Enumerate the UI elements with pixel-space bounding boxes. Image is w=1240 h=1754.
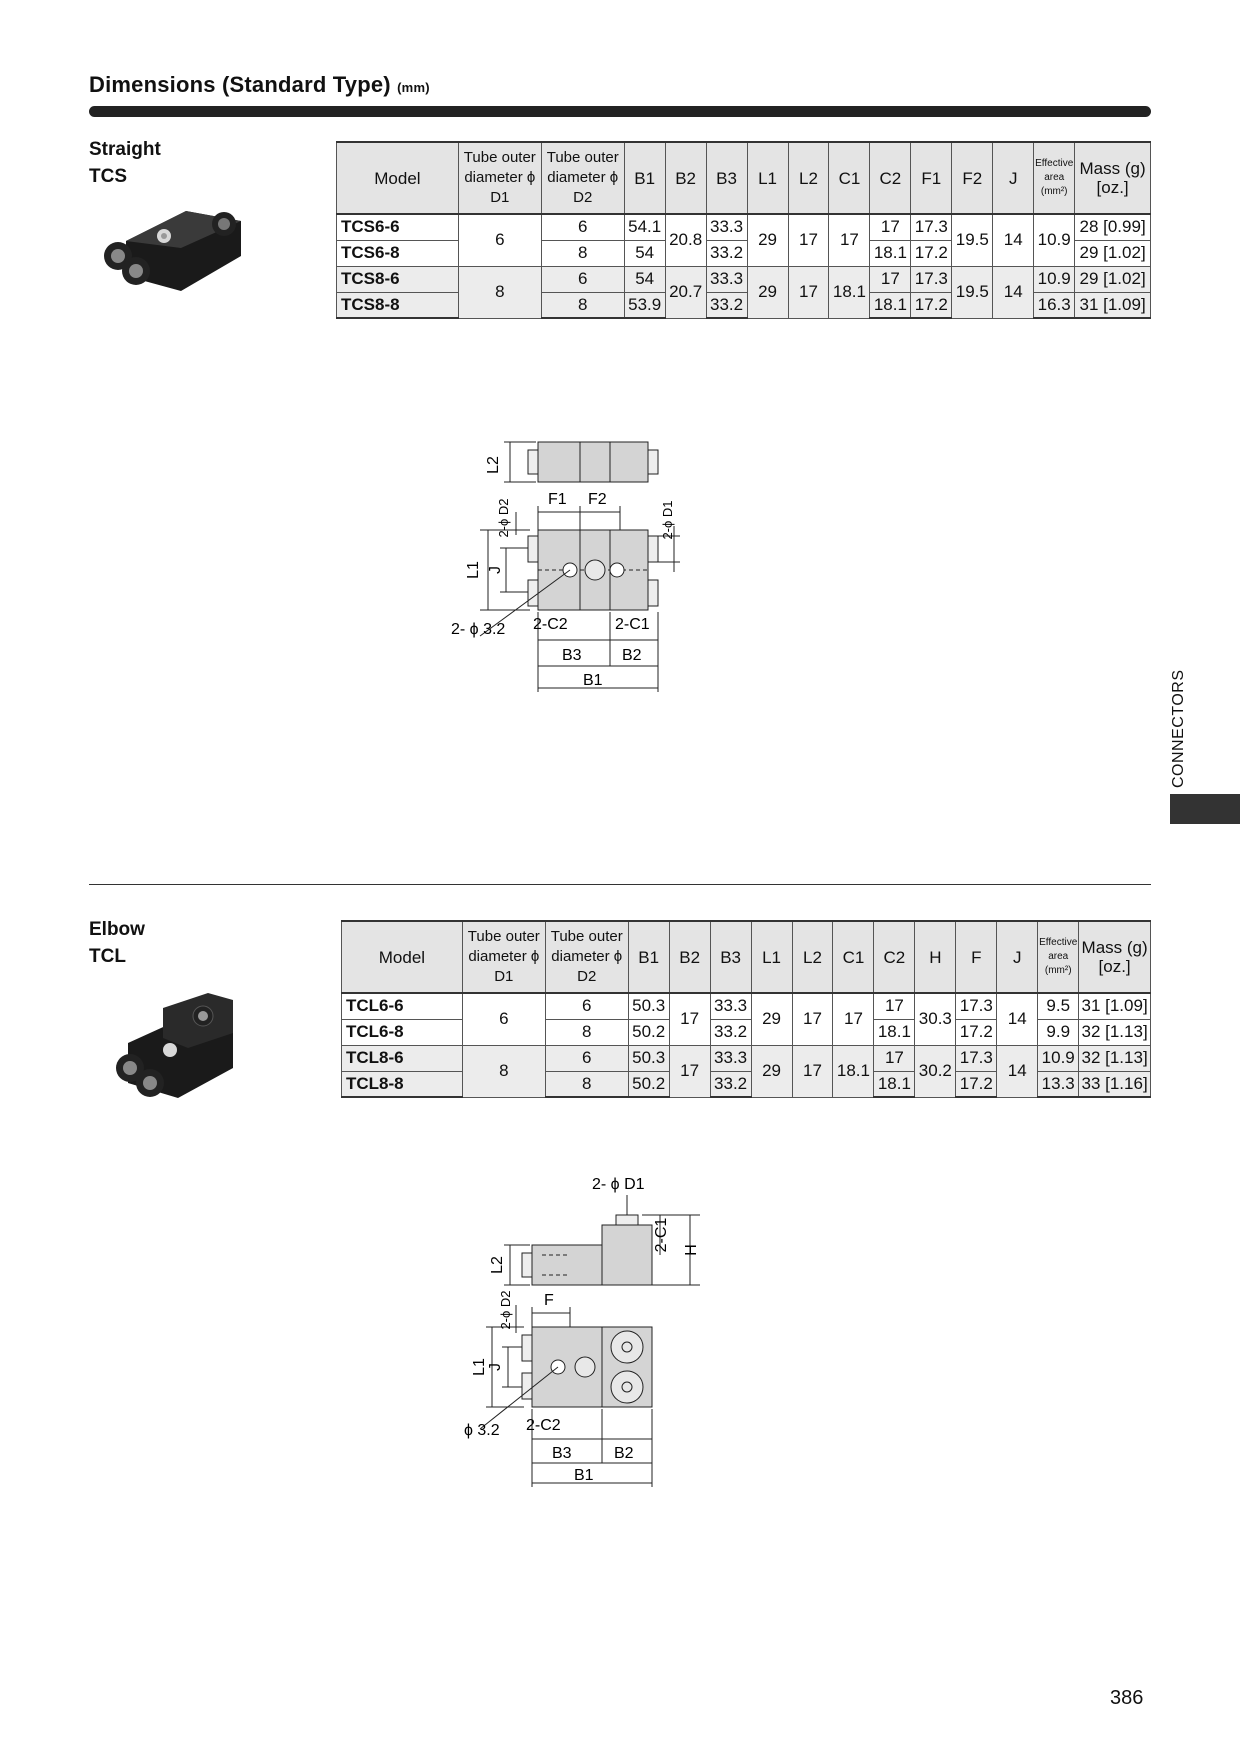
cell-l2: 17 bbox=[788, 214, 829, 266]
cell-model: TCL8-8 bbox=[342, 1071, 463, 1097]
cell-b1: 50.3 bbox=[628, 993, 669, 1019]
elbow-series: TCL bbox=[89, 946, 126, 967]
tcs-product-photo bbox=[96, 196, 256, 306]
label-b3: B3 bbox=[552, 1445, 572, 1462]
cell-f1: 17.3 bbox=[911, 266, 952, 292]
section-divider bbox=[89, 884, 1151, 885]
cell-d2: 8 bbox=[541, 292, 624, 318]
col-model: Model bbox=[342, 921, 463, 993]
cell-model: TCS6-8 bbox=[337, 240, 459, 266]
col-d2: Tube outer diameter ϕ D2 bbox=[545, 921, 628, 993]
col-l2: L2 bbox=[792, 921, 833, 993]
cell-b2: 20.8 bbox=[665, 214, 706, 266]
table-row bbox=[342, 1045, 1151, 1071]
cell-b1: 54 bbox=[624, 240, 665, 266]
tcl-product-photo bbox=[108, 988, 248, 1113]
straight-name: Straight bbox=[89, 139, 161, 160]
col-l2: L2 bbox=[788, 142, 829, 214]
cell-model: TCL6-8 bbox=[342, 1019, 463, 1045]
cell-l2: 17 bbox=[788, 266, 829, 318]
col-j: J bbox=[997, 921, 1038, 993]
cell-d2: 8 bbox=[541, 240, 624, 266]
cell-area: 10.9 bbox=[1034, 214, 1075, 266]
col-f2: F2 bbox=[952, 142, 993, 214]
side-tab-block bbox=[1170, 794, 1240, 824]
cell-d2: 6 bbox=[545, 993, 628, 1019]
label-b1: B1 bbox=[574, 1467, 594, 1484]
cell-model: TCS6-6 bbox=[337, 214, 459, 240]
elbow-section-label bbox=[89, 916, 145, 970]
label-l2: L2 bbox=[485, 456, 502, 474]
col-mass: Mass (g) [oz.] bbox=[1079, 921, 1151, 993]
cell-mass: 33 [1.16] bbox=[1079, 1071, 1151, 1097]
cell-mass: 32 [1.13] bbox=[1079, 1045, 1151, 1071]
col-j: J bbox=[993, 142, 1034, 214]
col-c1: C1 bbox=[829, 142, 870, 214]
cell-f1: 17.2 bbox=[911, 240, 952, 266]
cell-l2: 17 bbox=[792, 993, 833, 1045]
col-effective-area: Effective area (mm²) bbox=[1038, 921, 1079, 993]
cell-f: 17.2 bbox=[956, 1019, 997, 1045]
label-f2: F2 bbox=[588, 491, 607, 508]
tcl-dimension-table bbox=[341, 920, 1151, 1098]
label-b2: B2 bbox=[614, 1445, 634, 1462]
cell-j: 14 bbox=[997, 1045, 1038, 1097]
cell-c2: 17 bbox=[874, 1045, 915, 1071]
col-b3: B3 bbox=[710, 921, 751, 993]
cell-h: 30.2 bbox=[915, 1045, 956, 1097]
label-f: F bbox=[544, 1292, 554, 1309]
cell-model: TCS8-8 bbox=[337, 292, 459, 318]
label-c2: 2-C2 bbox=[533, 616, 568, 633]
straight-series: TCS bbox=[89, 166, 127, 187]
cell-b3: 33.3 bbox=[710, 1045, 751, 1071]
col-mass: Mass (g) [oz.] bbox=[1075, 142, 1151, 214]
col-h: H bbox=[915, 921, 956, 993]
label-d2: 2-ϕ D2 bbox=[496, 498, 511, 538]
label-b2: B2 bbox=[622, 647, 642, 664]
cell-area: 16.3 bbox=[1034, 292, 1075, 318]
label-j: J bbox=[487, 566, 504, 574]
label-l1: L1 bbox=[465, 561, 482, 579]
cell-f2: 19.5 bbox=[952, 266, 993, 318]
cell-c2: 17 bbox=[874, 993, 915, 1019]
label-j: J bbox=[487, 1363, 504, 1371]
cell-j: 14 bbox=[997, 993, 1038, 1045]
cell-b2: 17 bbox=[669, 993, 710, 1045]
cell-b3: 33.3 bbox=[706, 214, 747, 240]
cell-model: TCL6-6 bbox=[342, 993, 463, 1019]
cell-b3: 33.3 bbox=[710, 993, 751, 1019]
cell-b1: 53.9 bbox=[624, 292, 665, 318]
col-model: Model bbox=[337, 142, 459, 214]
table-row bbox=[342, 993, 1151, 1019]
col-effective-area: Effective area (mm²) bbox=[1034, 142, 1075, 214]
cell-model: TCL8-6 bbox=[342, 1045, 463, 1071]
cell-area: 9.5 bbox=[1038, 993, 1079, 1019]
label-hole: 2- ϕ 3.2 bbox=[451, 621, 506, 638]
cell-d2: 8 bbox=[545, 1071, 628, 1097]
tcl-dimension-drawing bbox=[460, 1175, 720, 1505]
cell-area: 10.9 bbox=[1034, 266, 1075, 292]
cell-b1: 50.2 bbox=[628, 1019, 669, 1045]
cell-b1: 54.1 bbox=[624, 214, 665, 240]
col-b1: B1 bbox=[628, 921, 669, 993]
cell-b3: 33.3 bbox=[706, 266, 747, 292]
cell-area: 10.9 bbox=[1038, 1045, 1079, 1071]
cell-d2: 6 bbox=[541, 266, 624, 292]
cell-l2: 17 bbox=[792, 1045, 833, 1097]
cell-b1: 54 bbox=[624, 266, 665, 292]
cell-f: 17.3 bbox=[956, 1045, 997, 1071]
cell-c2: 18.1 bbox=[874, 1019, 915, 1045]
cell-c1: 18.1 bbox=[833, 1045, 874, 1097]
cell-b1: 50.2 bbox=[628, 1071, 669, 1097]
cell-c2: 18.1 bbox=[874, 1071, 915, 1097]
label-f1: F1 bbox=[548, 491, 567, 508]
label-hole: ϕ 3.2 bbox=[464, 1422, 500, 1439]
label-d1: 2- ϕ D1 bbox=[592, 1176, 645, 1193]
cell-mass: 29 [1.02] bbox=[1075, 240, 1151, 266]
cell-model: TCS8-6 bbox=[337, 266, 459, 292]
col-d1: Tube outer diameter ϕ D1 bbox=[458, 142, 541, 214]
tcs-dimension-table bbox=[336, 141, 1151, 319]
label-h: H bbox=[683, 1244, 700, 1256]
cell-f2: 19.5 bbox=[952, 214, 993, 266]
cell-f: 17.2 bbox=[956, 1071, 997, 1097]
col-f1: F1 bbox=[911, 142, 952, 214]
label-c2: 2-C2 bbox=[526, 1417, 561, 1434]
page-title bbox=[89, 72, 430, 98]
cell-l1: 29 bbox=[751, 993, 792, 1045]
label-d2: 2-ϕ D2 bbox=[498, 1290, 513, 1330]
col-l1: L1 bbox=[751, 921, 792, 993]
label-c1: 2-C1 bbox=[615, 616, 650, 633]
cell-f: 17.3 bbox=[956, 993, 997, 1019]
page-number: 386 bbox=[1110, 1687, 1144, 1709]
cell-d1: 6 bbox=[462, 993, 545, 1045]
label-l2: L2 bbox=[489, 1256, 506, 1274]
table-row bbox=[337, 214, 1151, 240]
col-c2: C2 bbox=[874, 921, 915, 993]
elbow-name: Elbow bbox=[89, 919, 145, 940]
cell-b2: 20.7 bbox=[665, 266, 706, 318]
label-c1: 2-C1 bbox=[653, 1217, 670, 1253]
cell-mass: 31 [1.09] bbox=[1079, 993, 1151, 1019]
cell-mass: 32 [1.13] bbox=[1079, 1019, 1151, 1045]
col-d1: Tube outer diameter ϕ D1 bbox=[462, 921, 545, 993]
title-underline-bar bbox=[89, 106, 1151, 117]
col-b1: B1 bbox=[624, 142, 665, 214]
cell-d1: 6 bbox=[458, 214, 541, 266]
tcs-dimension-drawing bbox=[440, 430, 700, 700]
straight-section-label bbox=[89, 136, 161, 190]
cell-b1: 50.3 bbox=[628, 1045, 669, 1071]
cell-f1: 17.3 bbox=[911, 214, 952, 240]
cell-l1: 29 bbox=[747, 214, 788, 266]
label-b1: B1 bbox=[583, 672, 603, 689]
cell-b2: 17 bbox=[669, 1045, 710, 1097]
label-d1: 2-ϕ D1 bbox=[660, 500, 675, 540]
cell-d2: 6 bbox=[541, 214, 624, 240]
cell-mass: 29 [1.02] bbox=[1075, 266, 1151, 292]
title-text: Dimensions (Standard Type) bbox=[89, 72, 391, 97]
cell-l1: 29 bbox=[751, 1045, 792, 1097]
cell-j: 14 bbox=[993, 214, 1034, 266]
label-l1: L1 bbox=[471, 1358, 488, 1376]
cell-h: 30.3 bbox=[915, 993, 956, 1045]
col-b2: B2 bbox=[669, 921, 710, 993]
cell-b3: 33.2 bbox=[706, 292, 747, 318]
cell-b3: 33.2 bbox=[710, 1019, 751, 1045]
cell-l1: 29 bbox=[747, 266, 788, 318]
side-tab-text: CONNECTORS bbox=[1170, 669, 1187, 788]
col-f: F bbox=[956, 921, 997, 993]
cell-area: 13.3 bbox=[1038, 1071, 1079, 1097]
cell-j: 14 bbox=[993, 266, 1034, 318]
cell-d1: 8 bbox=[458, 266, 541, 318]
col-b3: B3 bbox=[706, 142, 747, 214]
table-row bbox=[337, 266, 1151, 292]
col-c2: C2 bbox=[870, 142, 911, 214]
cell-d2: 8 bbox=[545, 1019, 628, 1045]
cell-c2: 18.1 bbox=[870, 292, 911, 318]
col-d2: Tube outer diameter ϕ D2 bbox=[541, 142, 624, 214]
label-b3: B3 bbox=[562, 647, 582, 664]
cell-f1: 17.2 bbox=[911, 292, 952, 318]
cell-c2: 17 bbox=[870, 214, 911, 240]
cell-c1: 17 bbox=[833, 993, 874, 1045]
cell-mass: 31 [1.09] bbox=[1075, 292, 1151, 318]
col-b2: B2 bbox=[665, 142, 706, 214]
cell-c1: 17 bbox=[829, 214, 870, 266]
cell-mass: 28 [0.99] bbox=[1075, 214, 1151, 240]
side-tab-label bbox=[1170, 668, 1192, 788]
cell-b3: 33.2 bbox=[710, 1071, 751, 1097]
title-unit: (mm) bbox=[397, 80, 430, 95]
cell-area: 9.9 bbox=[1038, 1019, 1079, 1045]
cell-d2: 6 bbox=[545, 1045, 628, 1071]
cell-c1: 18.1 bbox=[829, 266, 870, 318]
cell-c2: 18.1 bbox=[870, 240, 911, 266]
cell-d1: 8 bbox=[462, 1045, 545, 1097]
col-c1: C1 bbox=[833, 921, 874, 993]
col-l1: L1 bbox=[747, 142, 788, 214]
cell-b3: 33.2 bbox=[706, 240, 747, 266]
cell-c2: 17 bbox=[870, 266, 911, 292]
